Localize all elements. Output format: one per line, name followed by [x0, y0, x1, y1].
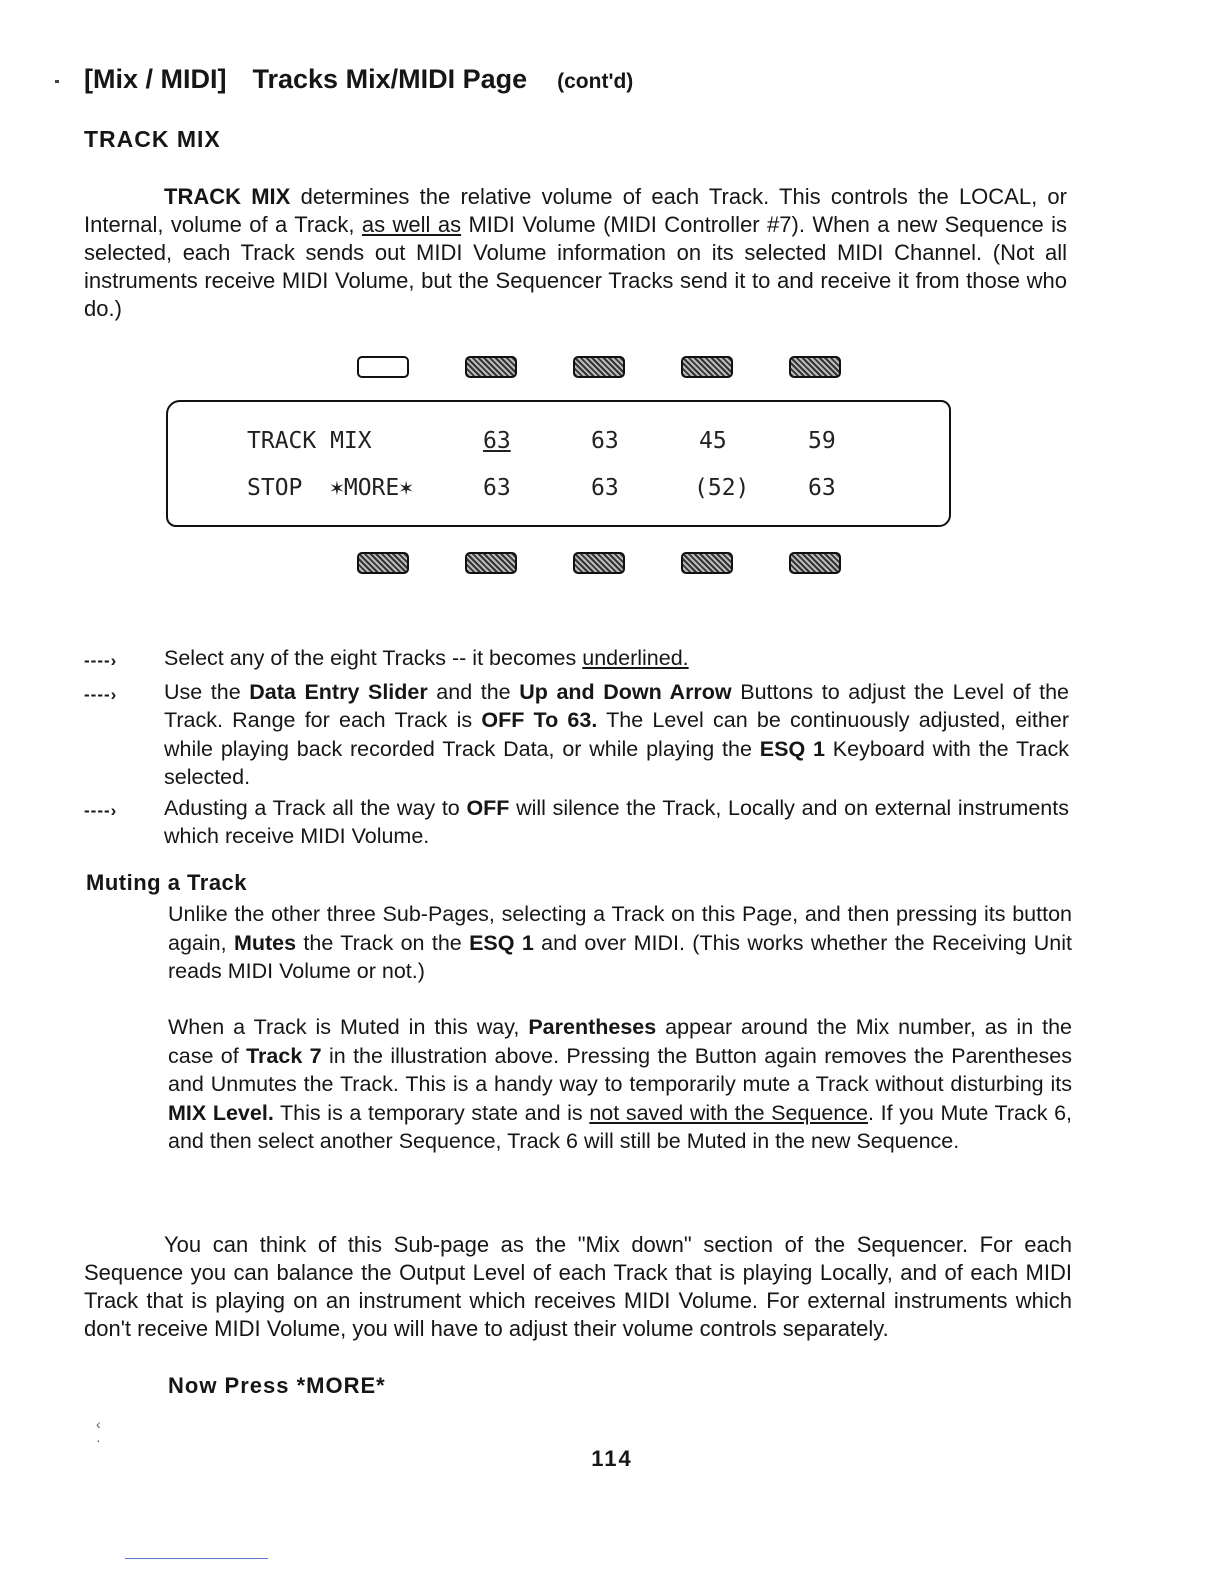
lcd-row2-value-3: (52) [694, 475, 750, 501]
section-title: TRACK MIX [84, 126, 221, 152]
page-number: 114 [591, 1446, 633, 1471]
muting-heading: Muting a Track [86, 870, 248, 895]
arrow-marker: ----› [84, 651, 118, 670]
lcd-row1-value-2: 63 [591, 428, 619, 454]
soft-button-top-3[interactable] [573, 356, 625, 378]
lcd-row1-value-3: 45 [699, 428, 727, 454]
soft-button-top-4[interactable] [681, 356, 733, 378]
soft-button-bottom-3[interactable] [573, 552, 625, 574]
lcd-row2-value-1: 63 [483, 475, 511, 501]
intro-underlined: as well as [361, 212, 462, 237]
lcd-row2-label: STOP [247, 475, 303, 501]
lcd-display [166, 400, 951, 527]
intro-bold-lead: TRACK MIX [164, 184, 291, 209]
lcd-row2-value-4: 63 [808, 475, 836, 501]
footer-rule [125, 1558, 268, 1559]
arrow-marker: ----› [84, 800, 118, 820]
lcd-row1-value-1: 63 [483, 428, 511, 454]
header-cont: (cont'd) [557, 70, 634, 93]
soft-button-top-1[interactable] [357, 356, 409, 378]
lcd-row2-more: ✶MORE✶ [330, 475, 414, 501]
soft-button-top-5[interactable] [789, 356, 841, 378]
header-title: Tracks Mix/MIDI Page [252, 64, 528, 94]
soft-button-bottom-1[interactable] [357, 552, 409, 574]
instruction-item: ----› Use the Data Entry Slider and the Up and Down Arrow Buttons to adjust the Level of the Track. Range for each Track is OFF To 63. The Level can be continuously adjusted, either while playing back recorded Track Data, or while playing the ESQ 1 Keyboard with the Track selected. [84, 678, 1069, 792]
scan-specks: ‹ · [96, 1416, 101, 1448]
instruction-item: ----› Select any of the eight Tracks -- it becomes underlined. [84, 644, 1069, 676]
lcd-row2-value-2: 63 [591, 475, 619, 501]
lcd-row1-label: TRACK MIX [247, 428, 372, 454]
instruction-item: ----› Adusting a Track all the way to OFF will silence the Track, Locally and on external instruments which receive MIDI Volume. [84, 794, 1069, 851]
margin-dot [55, 80, 59, 83]
muting-paragraph-1: Unlike the other three Sub-Pages, selecting a Track on this Page, and then pressing its button again, Mutes the Track on the ESQ 1 and over MIDI. (This works whether the Receiving Unit reads MIDI Volume or not.) [168, 902, 1072, 983]
soft-button-bottom-2[interactable] [465, 552, 517, 574]
soft-button-top-2[interactable] [465, 356, 517, 378]
lcd-row1-value-4: 59 [808, 428, 836, 454]
arrow-marker: ----› [84, 684, 118, 704]
soft-button-bottom-5[interactable] [789, 552, 841, 574]
intro-paragraph: TRACK MIX determines the relative volume of each Track. This controls the LOCAL, or Internal, volume of a Track, as well as MIDI Volume (MIDI Controller #7). When a new Sequence is selected, each Track sends out MIDI Volume information on its selected MIDI Channel. (Not all instruments receive MIDI Volume, but the Sequencer Tracks send it to and receive it from those who do.) [84, 184, 1067, 321]
muting-paragraph-2: When a Track is Muted in this way, Parentheses appear around the Mix number, as in the case of Track 7 in the illustration above. Pressing the Button again removes the Parentheses and Unmutes the Track. This is a handy way to temporarily mute a Track without disturbing its MIX Level. This is a temporary state and is not saved with the Sequence. If you Mute Track 6, and then select another Sequence, Track 6 will still be Muted in the new Sequence. [168, 1015, 1073, 1153]
instruction-list [84, 644, 1069, 851]
closing-paragraph: You can think of this Sub-page as the "Mix down" section of the Sequencer. For each Sequence you can balance the Output Level of each Track that is playing Locally, and of each MIDI Track that is playing on an instrument which receives MIDI Volume. For external instruments which don't receive MIDI Volume, you will have to adjust their volume controls separately. [84, 1232, 1072, 1341]
now-press-more: Now Press *MORE* [168, 1373, 386, 1398]
soft-button-bottom-4[interactable] [681, 552, 733, 574]
page-header [84, 64, 633, 95]
header-bracket: [Mix / MIDI] [84, 64, 227, 94]
